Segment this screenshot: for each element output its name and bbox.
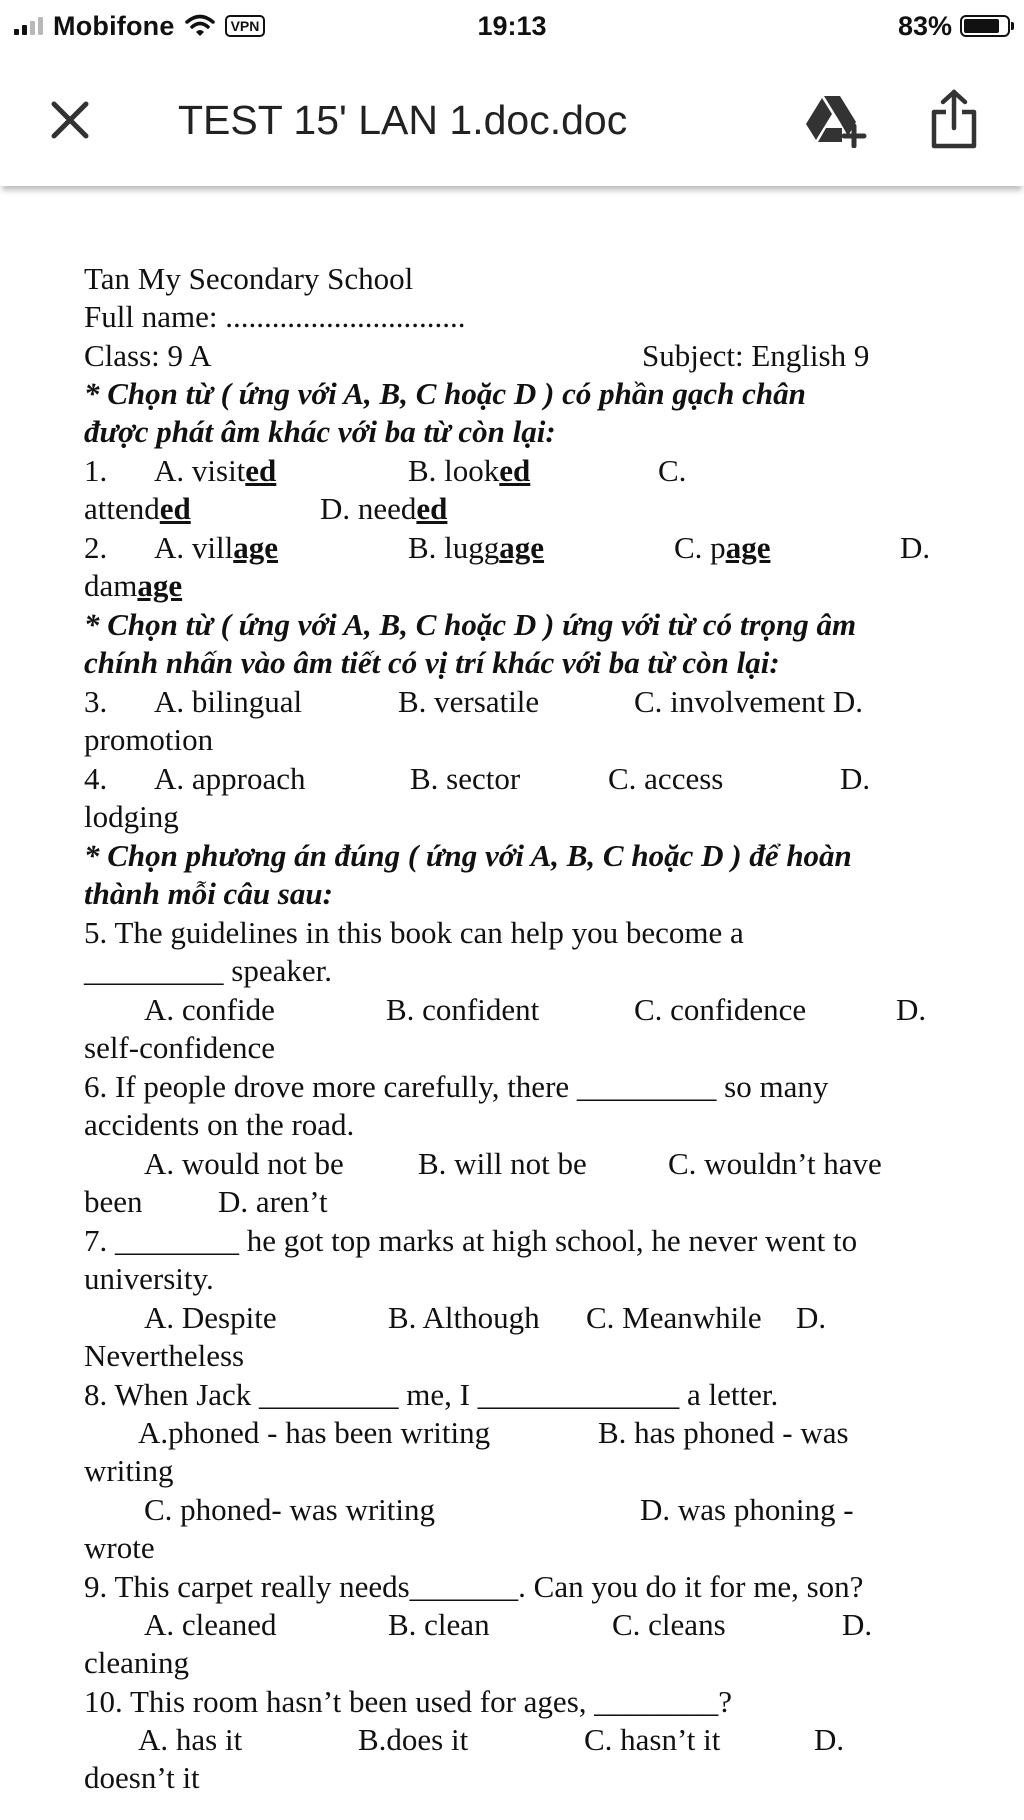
q9-option-d: cleaning (84, 1645, 190, 1680)
q5-question-cont: _________ speaker. (84, 953, 332, 988)
share-icon (928, 88, 980, 150)
q8-option-a: A.phoned - has been writing (138, 1415, 491, 1450)
q1-option-a: A. visited (154, 453, 277, 488)
close-icon (44, 94, 96, 146)
q2-option-d: damage (84, 568, 183, 603)
status-right (898, 6, 1010, 46)
q4-number: 4. (84, 761, 108, 796)
q4-option-a: A. approach (154, 761, 306, 796)
q3-number: 3. (84, 684, 108, 719)
q9-question: 9. This carpet really needs_______. Can you do it for me, son? (84, 1569, 864, 1604)
section-2-instruction: * Chọn từ ( ứng với A, B, C hoặc D ) ứng với từ có trọng âm (84, 607, 857, 642)
q6-option-c-cont: been (84, 1184, 143, 1219)
q7-question-cont: university. (84, 1261, 214, 1296)
q1-option-d: D. needed (320, 491, 448, 526)
q5-option-c: C. confidence (634, 992, 807, 1027)
section-3-instruction: * Chọn phương án đúng ( ứng với A, B, C hoặc D ) để hoàn (84, 838, 852, 873)
q10-option-b: B.does it (358, 1722, 469, 1757)
carrier-name: Mobifone (53, 10, 175, 41)
q3-option-b: B. versatile (398, 684, 540, 719)
q2-number: 2. (84, 530, 108, 565)
q7-option-b: B. Although (388, 1300, 540, 1335)
q7-option-a: A. Despite (144, 1300, 277, 1335)
q6-option-a: A. would not be (144, 1146, 344, 1181)
q8-option-b: B. has phoned - was (598, 1415, 849, 1450)
q10-option-d: doesn’t it (84, 1760, 200, 1795)
q6-option-c: C. wouldn’t have (668, 1146, 882, 1181)
q1-option-c-label: C. (658, 453, 687, 488)
q6-option-d: D. aren’t (218, 1184, 328, 1219)
q2-option-a: A. village (154, 530, 278, 565)
q7-option-d-label: D. (796, 1300, 827, 1335)
school-name: Tan My Secondary School (84, 261, 414, 296)
q8-option-c: C. phoned- was writing (144, 1492, 436, 1527)
q9-option-b: B. clean (388, 1607, 490, 1642)
q5-option-d: self-confidence (84, 1030, 276, 1065)
q10-question: 10. This room hasn’t been used for ages, ________? (84, 1684, 733, 1719)
q2-option-d-label: D. (900, 530, 931, 565)
q6-question: 6. If people drove more carefully, there _________ so many (84, 1069, 829, 1104)
section-1-instruction-cont: được phát âm khác với ba từ còn lại: (84, 414, 556, 449)
vpn-badge: VPN (225, 15, 266, 37)
battery-percent: 83% (897, 10, 952, 41)
battery-icon (960, 15, 1010, 37)
add-to-drive-button[interactable] (804, 92, 868, 148)
add-to-drive-icon (804, 92, 868, 148)
share-button[interactable] (928, 88, 980, 150)
q7-question: 7. ________ he got top marks at high school, he never went to (84, 1223, 858, 1258)
clock: 19:13 (477, 11, 547, 41)
q8-option-d-cont: wrote (84, 1530, 155, 1565)
battery-fill (964, 19, 999, 33)
q6-option-b: B. will not be (418, 1146, 587, 1181)
q6-question-cont: accidents on the road. (84, 1107, 355, 1142)
q4-option-c: C. access (608, 761, 724, 796)
document-title: TEST 15' LAN 1.doc.doc (178, 97, 628, 143)
close-button[interactable] (44, 94, 96, 146)
q1-option-c: attended (84, 491, 191, 526)
q5-option-d-label: D. (896, 992, 927, 1027)
q3-option-a: A. bilingual (154, 684, 303, 719)
q1-option-b: B. looked (408, 453, 531, 488)
full-name-line: Full name: ............................... (84, 299, 466, 334)
class-label: Class: 9 A (84, 338, 212, 373)
section-1-instruction: * Chọn từ ( ứng với A, B, C hoặc D ) có phần gạch chân (84, 376, 806, 411)
subject-label: Subject: English 9 (642, 338, 870, 373)
q4-option-b: B. sector (410, 761, 521, 796)
q5-question: 5. The guidelines in this book can help you become a (84, 915, 744, 950)
section-3-instruction-cont: thành mỗi câu sau: (84, 876, 333, 911)
q10-option-a: A. has it (138, 1722, 243, 1757)
q10-option-d-label: D. (814, 1722, 845, 1757)
status-bar (0, 0, 1024, 50)
q9-option-a: A. cleaned (144, 1607, 277, 1642)
q10-option-c: C. hasn’t it (584, 1722, 721, 1757)
q2-option-b: B. luggage (408, 530, 545, 565)
q9-option-c: C. cleans (612, 1607, 726, 1642)
q8-option-d: D. was phoning - (640, 1492, 854, 1527)
q1-number: 1. (84, 453, 108, 488)
q4-option-d: lodging (84, 799, 179, 834)
q3-option-d: promotion (84, 722, 214, 757)
q9-option-d-label: D. (842, 1607, 873, 1642)
section-2-instruction-cont: chính nhấn vào âm tiết có vị trí khác với ba từ còn lại: (84, 645, 780, 680)
q2-option-c: C. page (674, 530, 771, 565)
q5-option-a: A. confide (144, 992, 275, 1027)
q8-option-b-cont: writing (84, 1453, 174, 1488)
q4-option-d-label: D. (840, 761, 871, 796)
app-header (0, 58, 1024, 186)
q8-question: 8. When Jack _________ me, I _____________ a letter. (84, 1377, 779, 1412)
q5-option-b: B. confident (386, 992, 540, 1027)
q7-option-c: C. Meanwhile (586, 1300, 762, 1335)
q7-option-d: Nevertheless (84, 1338, 245, 1373)
q3-option-c: C. involvement D. (634, 684, 864, 719)
